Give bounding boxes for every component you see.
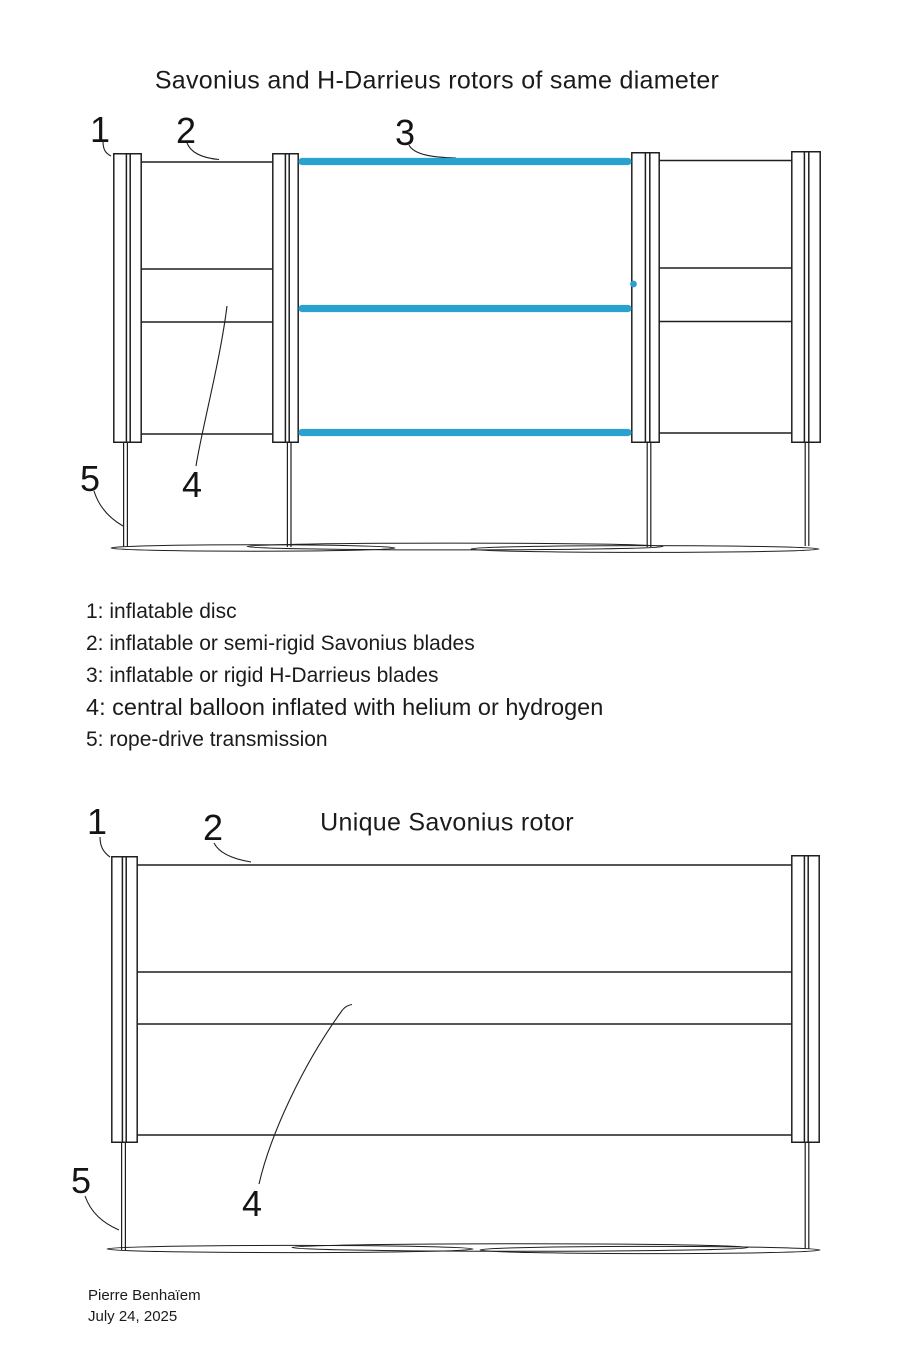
top-diagram-title: Savonius and H-Darrieus rotors of same diameter xyxy=(154,66,720,95)
top-diagram xyxy=(94,141,820,552)
leader-2 xyxy=(187,143,219,160)
legend-item-5: 5: rope-drive transmission xyxy=(86,728,328,751)
rope-right xyxy=(805,442,809,546)
leader-1 xyxy=(103,141,111,156)
rope-left xyxy=(122,1142,126,1250)
bottom-callout-2: 2 xyxy=(202,807,224,848)
bottom-callout-1: 1 xyxy=(86,801,108,842)
ground-loop xyxy=(107,1245,473,1252)
rope-drive-ropes-top xyxy=(124,442,809,547)
ground-loop xyxy=(247,543,663,550)
rope-left xyxy=(124,442,128,547)
savonius-blades-section xyxy=(137,865,792,1135)
top-callout-3: 3 xyxy=(394,112,416,153)
black-linework xyxy=(85,141,820,1254)
leader-2 xyxy=(214,843,251,862)
leader-4 xyxy=(259,1005,352,1185)
ground-rope-loops-top xyxy=(111,543,819,552)
ground-loop xyxy=(480,1246,820,1253)
leader-lines-top xyxy=(94,141,456,526)
legend-item-4: 4: central balloon inflated with helium or hydrogen xyxy=(86,694,604,720)
footer-date: July 24, 2025 xyxy=(88,1308,178,1325)
bottom-callout-4: 4 xyxy=(241,1183,263,1224)
ground-rope-loops-bottom xyxy=(107,1244,820,1254)
h-darrieus-blade-end-dot xyxy=(630,281,637,288)
leader-5 xyxy=(94,491,123,526)
leader-3 xyxy=(409,145,456,158)
footer-author: Pierre Benhaïem xyxy=(88,1287,201,1304)
rope-mid-right xyxy=(647,442,651,547)
inflatable-disc-mid-right xyxy=(632,153,659,442)
legend-item-1: 1: inflatable disc xyxy=(86,600,237,623)
leader-5 xyxy=(85,1196,119,1230)
top-callout-5: 5 xyxy=(79,458,101,499)
savonius-blades-right-section xyxy=(659,161,792,434)
h-darrieus-blades xyxy=(302,162,628,433)
savonius-blades-left-section xyxy=(141,162,273,434)
inflatable-disc-right xyxy=(792,856,819,1142)
bottom-callout-5: 5 xyxy=(70,1160,92,1201)
rope-drive-ropes-bottom xyxy=(122,1142,809,1250)
ground-loop xyxy=(471,546,819,553)
top-callout-2: 2 xyxy=(175,110,197,151)
rope-right xyxy=(805,1142,809,1249)
inflatable-disc-left xyxy=(112,857,137,1142)
leader-1 xyxy=(100,837,110,857)
inflatable-disc-mid-left xyxy=(273,154,298,442)
top-callout-4: 4 xyxy=(181,464,203,505)
rope-mid-left xyxy=(287,442,291,547)
inflatable-disc-left xyxy=(114,154,141,442)
legend-item-2: 2: inflatable or semi-rigid Savonius blades xyxy=(86,632,475,655)
leader-4 xyxy=(196,306,227,466)
inflatable-disc-right xyxy=(792,152,820,442)
bottom-diagram-title: Unique Savonius rotor xyxy=(320,808,574,837)
bottom-diagram xyxy=(85,837,820,1254)
legend-item-3: 3: inflatable or rigid H-Darrieus blades xyxy=(86,664,439,687)
top-callout-1: 1 xyxy=(89,109,111,150)
